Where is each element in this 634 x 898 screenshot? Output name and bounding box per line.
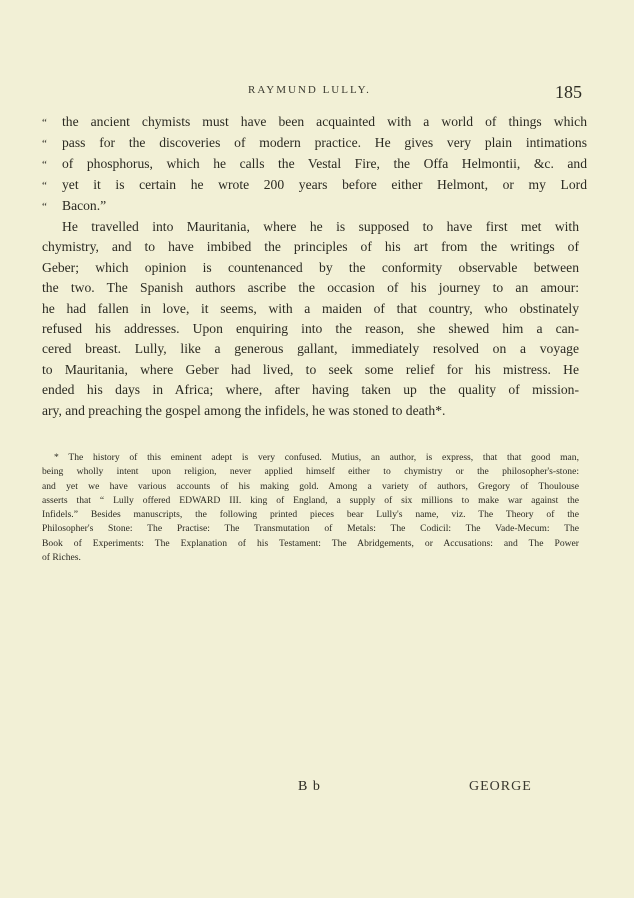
signature-mark: B b — [298, 779, 321, 794]
quote-mark: “ — [42, 180, 47, 192]
quote-mark: “ — [42, 138, 47, 150]
body-line: the two. The Spanish authors ascribe the occasion of his journey to an amour: — [42, 280, 579, 296]
quote-mark: “ — [42, 201, 47, 213]
quote-line — [42, 196, 587, 217]
quote-line — [42, 175, 587, 196]
quote-text: pass for the discoveries of modern practice. He gives very plain intimations — [62, 135, 587, 150]
body-line: refused his addresses. Upon enquiring into the reason, she shewed him a can- — [42, 321, 579, 337]
quote-text: of phosphorus, which he calls the Vestal Fire, the Offa Helmontii, &c. and — [62, 156, 587, 171]
footnote-line: Book of Experiments: The Explanation of his Testament: The Abridgements, or Accusations: and The Power — [42, 537, 579, 549]
running-head — [0, 84, 634, 106]
body-line: ary, and preaching the gospel among the infidels, he was stoned to death*. — [42, 402, 446, 418]
catchword: GEORGE — [469, 779, 532, 794]
body-line: he had fallen in love, it seems, with a maiden of that country, who obstinately — [42, 300, 579, 316]
quote-text: yet it is certain he wrote 200 years before either Helmont, or my Lord — [62, 177, 587, 192]
quote-block — [42, 112, 587, 217]
footnote-line: Infidels.” Besides manuscripts, the following printed pieces bear Lully's name, viz. The Theory of the — [42, 509, 579, 521]
running-title: RAYMUND LULLY. — [248, 84, 371, 96]
footnote-line: Philosopher's Stone: The Practise: The Transmutation of Metals: The Codicil: The Vade-Mecum: The — [42, 523, 579, 535]
footnote-line: * The history of this eminent adept is very confused. Mutius, an author, is express, that that good man, — [54, 452, 579, 463]
body-line: to Mauritania, where Geber had lived, to seek some relief for his mistress. He — [42, 361, 579, 377]
footnote — [42, 451, 579, 565]
quote-text: Bacon.” — [62, 198, 107, 213]
footnote-line: asserts that “ Lully offered EDWARD III. king of England, a supply of six millions to make war against the — [42, 494, 579, 506]
body-line: Geber; which opinion is countenanced by the conformity observable between — [42, 259, 579, 275]
quote-mark: “ — [42, 117, 47, 129]
footnote-line: of Riches. — [42, 552, 81, 564]
quote-mark: “ — [42, 159, 47, 171]
body-line: He travelled into Mauritania, where he is supposed to have first met with — [62, 219, 579, 234]
quote-line — [42, 112, 587, 133]
footnote-line: being wholly intent upon religion, never applied himself either to chymistry or the philosopher's-stone: — [42, 466, 579, 478]
body-line: chymistry, and to have imbibed the principles of his art from the writings of — [42, 239, 579, 255]
quote-text: the ancient chymists must have been acquainted with a world of things which — [62, 114, 587, 129]
footnote-line: and yet we have various accounts of his making gold. Among a variety of authors, Gregory of Thoulouse — [42, 480, 579, 492]
page-number: 185 — [555, 82, 582, 102]
quote-line — [42, 154, 587, 175]
body-line: cered breast. Lully, like a generous gallant, immediately resolved on a voyage — [42, 341, 579, 357]
quote-line — [42, 133, 587, 154]
body-line: ended his days in Africa; where, after having taken up the quality of mission- — [42, 382, 579, 398]
body-paragraph — [42, 217, 579, 421]
